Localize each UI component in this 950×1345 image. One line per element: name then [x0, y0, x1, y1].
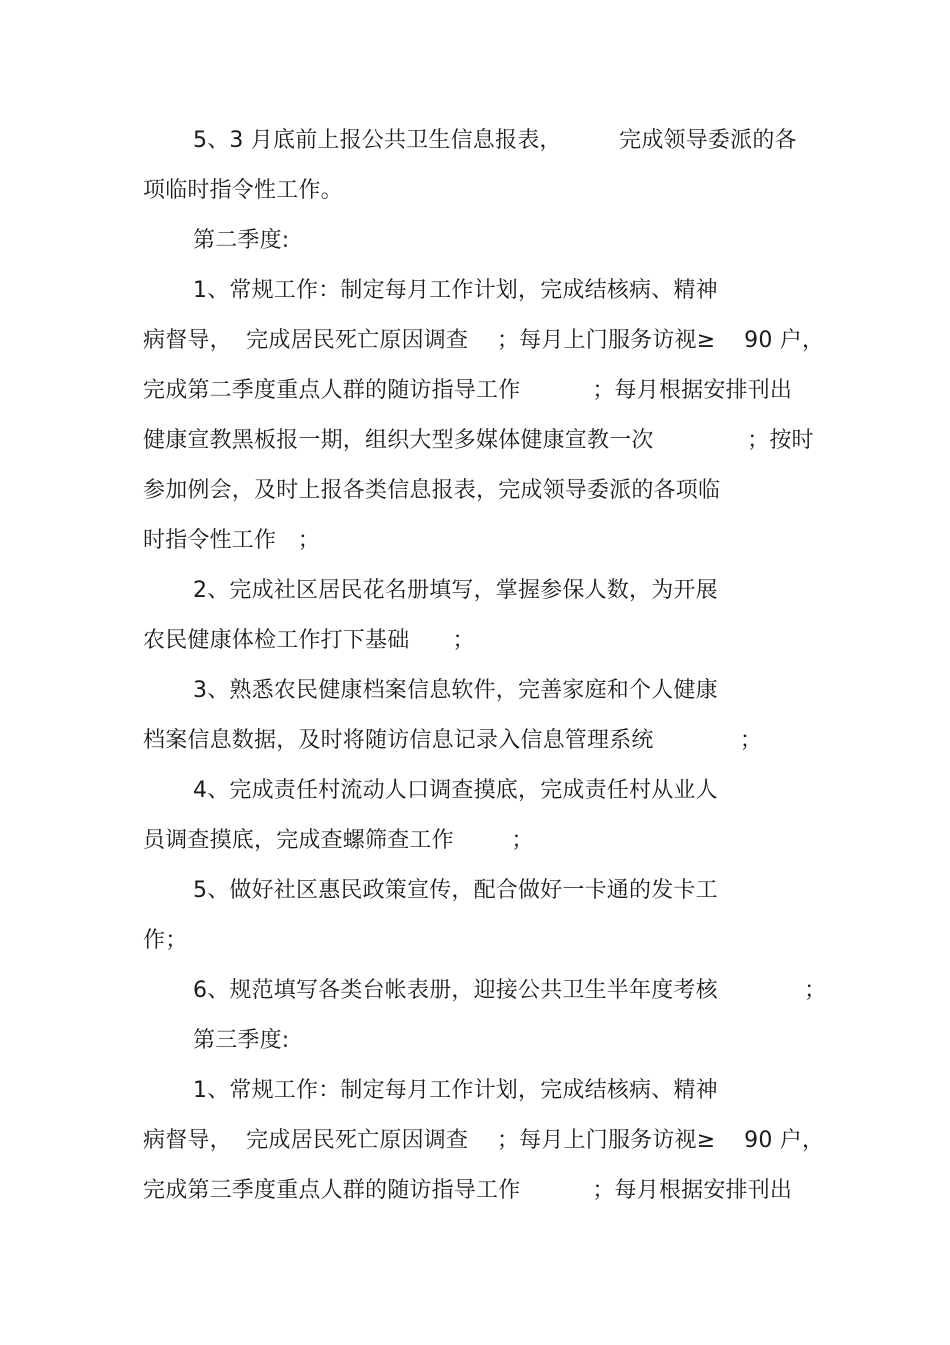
text-line: 完成第三季度重点人群的随访指导工作 ；每月根据安排刊出 [143, 1178, 793, 1203]
text-line: 档案信息数据，及时将随访信息记录入信息管理系统 ； [143, 728, 763, 753]
text-line: 时指令性工作 ； [143, 528, 320, 553]
text-line: 健康宣教黑板报一期，组织大型多媒体健康宣教一次 ；按时 [143, 428, 814, 453]
text-line: 3、熟悉农民健康档案信息软件，完善家庭和个人健康 [193, 678, 718, 703]
text-line: 病督导， 完成居民死亡原因调查 ；每月上门服务访视≥ 90 户， [143, 328, 825, 353]
text-line: 4、完成责任村流动人口调查摸底，完成责任村从业人 [193, 778, 718, 803]
text-line: 1、常规工作：制定每月工作计划，完成结核病、精神 [193, 1078, 718, 1103]
text-line: 农民健康体检工作打下基础 ； [143, 628, 475, 653]
text-line: 项临时指令性工作。 [143, 178, 343, 203]
text-line: 5、做好社区惠民政策宣传，配合做好一卡通的发卡工 [193, 878, 718, 903]
text-line: 完成第二季度重点人群的随访指导工作 ；每月根据安排刊出 [143, 378, 793, 403]
text-line: 5、3 月底前上报公共卫生信息报表， 完成领导委派的各 [193, 128, 797, 153]
text-line: 员调查摸底，完成查螺筛查工作 ； [143, 828, 534, 853]
text-line: 参加例会，及时上报各类信息报表，完成领导委派的各项临 [143, 478, 721, 503]
text-line: 6、规范填写各类台帐表册，迎接公共卫生半年度考核 ； [193, 978, 827, 1003]
text-line: 2、完成社区居民花名册填写，掌握参保人数，为开展 [193, 578, 718, 603]
text-line: 病督导， 完成居民死亡原因调查 ；每月上门服务访视≥ 90 户， [143, 1128, 825, 1153]
section-heading: 第二季度: [193, 228, 290, 253]
text-line: 作； [143, 928, 188, 953]
section-heading: 第三季度: [193, 1028, 290, 1053]
text-line: 1、常规工作：制定每月工作计划，完成结核病、精神 [193, 278, 718, 303]
